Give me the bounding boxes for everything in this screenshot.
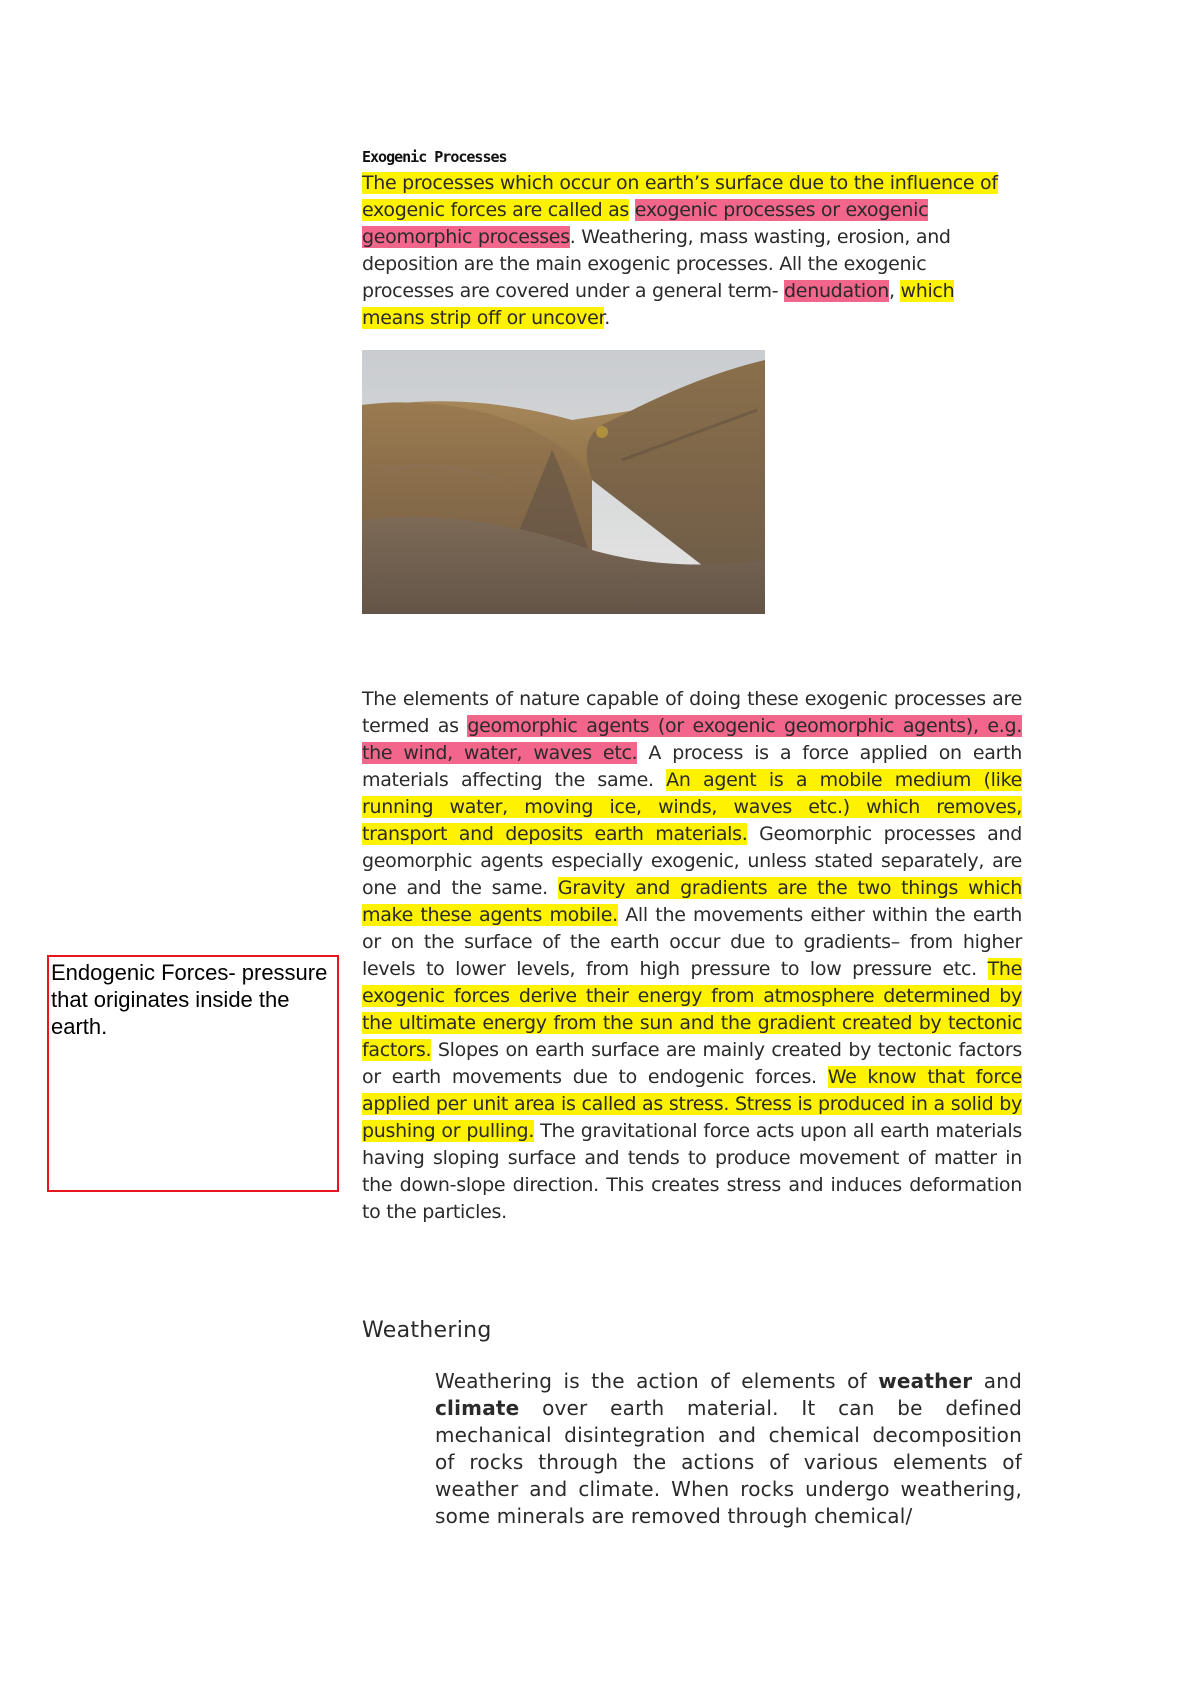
- landscape-image: [362, 350, 765, 614]
- highlight-yellow: An agent is a mobile medium (like running water, moving ice, winds, waves etc.) which removes, transport and deposits earth materials.: [362, 769, 1022, 845]
- intro-text: .: [604, 307, 610, 329]
- margin-note-box: [47, 955, 339, 1192]
- agents-paragraph: [362, 686, 1022, 1226]
- landscape-photo: [362, 350, 765, 614]
- weathering-bold-term: weather: [878, 1369, 973, 1393]
- highlight-pink: denudation: [784, 280, 889, 302]
- weathering-text: Weathering is the action of elements of: [435, 1369, 879, 1393]
- intro-paragraph: [362, 170, 1022, 332]
- weathering-text: and: [972, 1369, 1022, 1393]
- highlight-yellow: We know that force applied per unit area is called as stress. Stress is produced in a solid by pushing or pulling.: [362, 1066, 1023, 1142]
- agents-text: A process is a force applied on earth materials affecting the same.: [362, 742, 1023, 791]
- highlight-yellow: which means strip off or uncover: [362, 280, 955, 329]
- highlight-pink: exogenic processes or exogenic geomorphic processes: [362, 199, 929, 248]
- highlight-yellow: The exogenic forces derive their energy from atmosphere determined by the ultimate energy from the sun and the gradient created by tectonic factors.: [362, 958, 1022, 1061]
- agents-text: The gravitational force acts upon all earth materials having sloping surface and tends to produce movement of matter in the down-slope direction. This creates stress and induces deformation to the particles.: [362, 1120, 1022, 1223]
- agents-text: The elements of nature capable of doing these exogenic processes are termed as: [362, 688, 1022, 737]
- agents-text: All the movements either within the earth or on the surface of the earth occur due to gradients– from higher levels to lower levels, from high pressure to low pressure etc.: [362, 904, 1022, 980]
- highlight-yellow: Gravity and gradients are the two things which make these agents mobile.: [362, 877, 1022, 926]
- weathering-text: over earth material. It can be defined mechanical disintegration and chemical decomposition of rocks through the actions of various elements of weather and climate. When rocks undergo weathering, some minerals are removed through chemical/: [435, 1396, 1022, 1528]
- intro-section: [362, 148, 1022, 332]
- agents-text: Slopes on earth surface are mainly created by tectonic factors or earth movements due to endogenic forces.: [362, 1039, 1022, 1088]
- highlight-pink: the wind, water, waves etc.: [362, 742, 638, 764]
- weathering-paragraph: [435, 1368, 1022, 1530]
- section-heading: Exogenic Processes: [362, 148, 507, 166]
- intro-text: ,: [888, 280, 901, 302]
- highlight-yellow: The processes which occur on earth’s surface due to the influence of exogenic forces are called as: [362, 172, 998, 221]
- intro-space: [629, 199, 635, 221]
- intro-text: . Weathering, mass wasting, erosion, and deposition are the main exogenic processes. All the exogenic processes are covered under a general term-: [362, 226, 951, 302]
- weathering-bold-term: climate: [435, 1396, 520, 1420]
- agents-text: Geomorphic processes and geomorphic agents especially exogenic, unless stated separately, are one and the same.: [362, 823, 1022, 899]
- weathering-heading: Weathering: [362, 1318, 492, 1343]
- margin-note-text: Endogenic Forces- pressure that originates inside the earth.: [51, 960, 328, 1039]
- highlight-pink: geomorphic agents (or exogenic geomorphic agents), e.g.: [467, 715, 1022, 737]
